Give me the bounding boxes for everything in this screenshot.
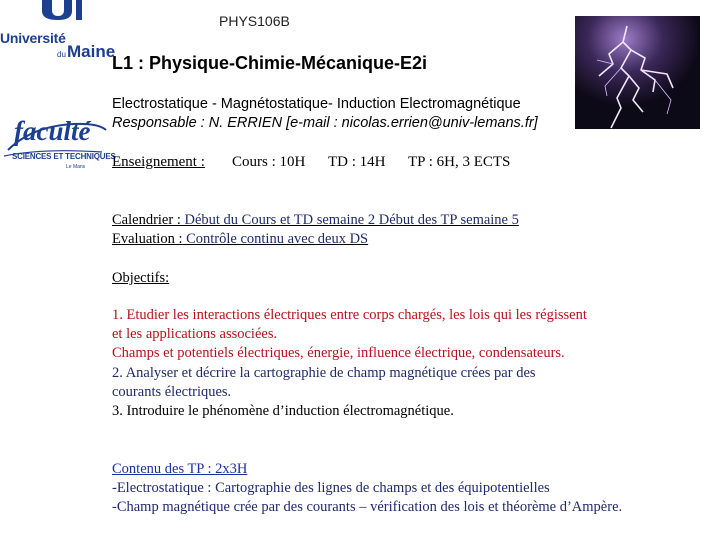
evaluation-line [112,231,368,248]
td-hours: TD : 14H [328,154,386,170]
universite-du-maine-logo [0,0,115,60]
calendrier-value: Début du Cours et TD semaine 2 Début des TP semaine 5 [184,212,519,228]
calendrier-label: Calendrier : [112,212,185,228]
responsable-line: Responsable : N. ERRIEN [e-mail : nicolas.errien@univ-lemans.fr] [112,115,538,131]
maine-text: Maine [67,42,116,61]
faculte-sciences-logo [0,112,116,182]
contenu-line-1: -Electrostatique : Cartographie des lignes de champs et des équipotentielles [112,480,550,496]
subjects-line: Electrostatique - Magnétostatique- Induction Electromagnétique [112,96,521,112]
du-text: du [57,50,66,59]
enseignement-label: Enseignement : [112,154,205,170]
objectif-1-line-a: 1. Etudier les interactions électriques entre corps chargés, les lois qui les régissent [112,307,587,323]
objectif-1-line-b: et les applications associées. [112,326,278,342]
objectif-2-line-a: 2. Analyser et décrire la cartographie de champ magnétique crées par des [112,365,536,381]
contenu-title: Contenu des TP : 2x3H [112,461,248,477]
calendrier-line [112,212,519,229]
lightning-photo [575,16,700,129]
sciences-techniques-text: SCIENCES ET TECHNIQUES [12,152,116,161]
le-mans-text: Le Mans [66,164,86,170]
course-title: L1 : Physique-Chimie-Mécanique-E2i [112,53,428,73]
tp-hours: TP : 6H, 3 ECTS [408,154,511,170]
contenu-line-2: -Champ magnétique crée par des courants – vérification des lois et théorème d’Ampère. [112,499,623,515]
objectifs-title: Objectifs: [112,270,170,286]
cours-hours: Cours : 10H [232,154,306,170]
universite-mark-icon [38,0,96,20]
course-code: PHYS106B [219,13,290,29]
objectif-3-line: 3. Introduire le phénomène d’induction électromagnétique. [112,403,454,419]
evaluation-label: Evaluation : [112,231,187,247]
objectif-2-line-b: courants électriques. [112,384,232,400]
faculte-text: faculté [14,116,91,146]
objectif-1-line-c: Champs et potentiels électriques, énergie, influence électrique, condensateurs. [112,345,565,361]
universite-text: Université [0,30,66,46]
evaluation-value: Contrôle continu avec deux DS [186,231,369,247]
